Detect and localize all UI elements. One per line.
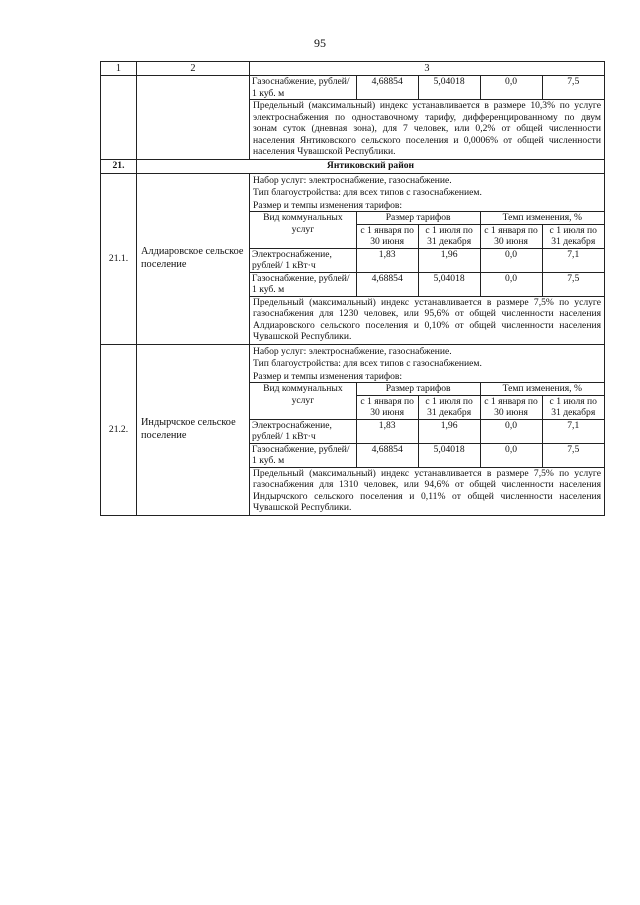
continuation-tariff-table [250,76,604,100]
settlement-row [101,344,605,515]
rates-title: Размер и темпы изменения тарифов: [253,370,403,382]
electricity-value-4: 7,1 [542,248,604,272]
continuation-number-cell [101,76,137,160]
gas-value-2: 5,04018 [418,443,480,467]
services-text: Набор услуг: электроснабжение, газоснабжение. [253,345,452,357]
settlement-row [101,173,605,344]
tariff-table [100,61,605,516]
gas-value-2: 5,04018 [418,76,480,100]
settlement-tariff-table [250,211,604,297]
electricity-row [250,248,604,272]
electricity-value-2: 1,96 [418,419,480,443]
settlement-number: 21.2. [101,344,137,515]
settlement-name: Индырчское сельское поселение [137,344,250,515]
period-2: с 1 июля по 31 декабря [418,395,480,419]
continuation-note: Предельный (максимальный) индекс устанавливается в размере 10,3% по услуге электроснабжения по одноставочному тарифу, дифференцированному по двум зонам суток (дневная зона), для 7 человек, или 0,2% от общей численности населения Янтиковского сельского поселения и 0,0006% от общей численности населения Чувашской Республики. [253,100,601,157]
electricity-value-1: 1,83 [356,248,418,272]
continuation-content [250,76,605,160]
settlement-content [250,173,605,344]
gas-value-1: 4,68854 [356,76,418,100]
gas-value-3: 0,0 [480,443,542,467]
gas-value-3: 0,0 [480,272,542,296]
tariff-head-row [250,383,604,396]
gas-value-4: 7,5 [542,272,604,296]
district-row [101,159,605,173]
gas-row [250,443,604,467]
rates-title: Размер и темпы изменения тарифов: [253,199,403,211]
gas-value-2: 5,04018 [418,272,480,296]
period-3: с 1 января по 30 июня [480,395,542,419]
improvement-text: Тип благоустройства: для всех типов с газоснабжением. [253,358,482,369]
column-number-row [101,62,605,76]
period-1: с 1 января по 30 июня [356,224,418,248]
period-4: с 1 июля по 31 декабря [542,224,604,248]
gas-value-1: 4,68854 [356,272,418,296]
rate-header: Темп изменения, % [480,212,604,225]
gas-label: Газоснабжение, рублей/ 1 куб. м [250,443,356,467]
gas-row [250,272,604,296]
electricity-value-4: 7,1 [542,419,604,443]
kind-header: Вид коммунальных услуг [250,383,356,420]
services-text: Набор услуг: электроснабжение, газоснабжение. [253,174,452,186]
continuation-row [101,76,605,160]
settlement-tariff-table [250,382,604,468]
size-header: Размер тарифов [356,383,480,396]
period-2: с 1 июля по 31 декабря [418,224,480,248]
period-3: с 1 января по 30 июня [480,224,542,248]
district-number: 21. [101,159,137,173]
gas-value-4: 7,5 [542,76,604,100]
settlement-number: 21.1. [101,173,137,344]
rate-header: Темп изменения, % [480,383,604,396]
gas-value-4: 7,5 [542,443,604,467]
electricity-row [250,419,604,443]
continuation-name-cell [137,76,250,160]
kind-header: Вид коммунальных услуг [250,212,356,249]
period-1: с 1 января по 30 июня [356,395,418,419]
settlement-note: Предельный (максимальный) индекс устанавливается в размере 7,5% по услуге газоснабжения для 1310 человек, или 94,6% от общей численности населения Индырчского сельского поселения и 0,11% от общей численности населения Чувашской Республики. [253,467,601,513]
settlement-name: Алдиаровское сельское поселение [137,173,250,344]
electricity-value-3: 0,0 [480,419,542,443]
electricity-value-1: 1,83 [356,419,418,443]
gas-label: Газоснабжение, рублей/ 1 куб. м [250,272,356,296]
page-number: 95 [314,36,326,50]
gas-value-3: 0,0 [480,76,542,100]
district-title: Янтиковский район [137,159,605,173]
gas-label: Газоснабжение, рублей/ 1 куб. м [250,76,356,100]
tariff-head-row [250,212,604,225]
gas-tariff-row [250,76,604,100]
gas-value-1: 4,68854 [356,443,418,467]
column-number-1: 1 [101,62,137,76]
electricity-label: Электроснабжение, рублей/ 1 кВт·ч [250,248,356,272]
electricity-value-2: 1,96 [418,248,480,272]
electricity-label: Электроснабжение, рублей/ 1 кВт·ч [250,419,356,443]
size-header: Размер тарифов [356,212,480,225]
column-number-3: 3 [250,62,605,76]
settlement-content [250,344,605,515]
period-4: с 1 июля по 31 декабря [542,395,604,419]
column-number-2: 2 [137,62,250,76]
electricity-value-3: 0,0 [480,248,542,272]
improvement-text: Тип благоустройства: для всех типов с газоснабжением. [253,187,482,198]
settlement-note: Предельный (максимальный) индекс устанавливается в размере 7,5% по услуге газоснабжения для 1230 человек, или 95,6% от общей численности населения Алдиаровского сельского поселения и 0,10% от общей численности населения Чувашской Республики. [253,296,601,342]
